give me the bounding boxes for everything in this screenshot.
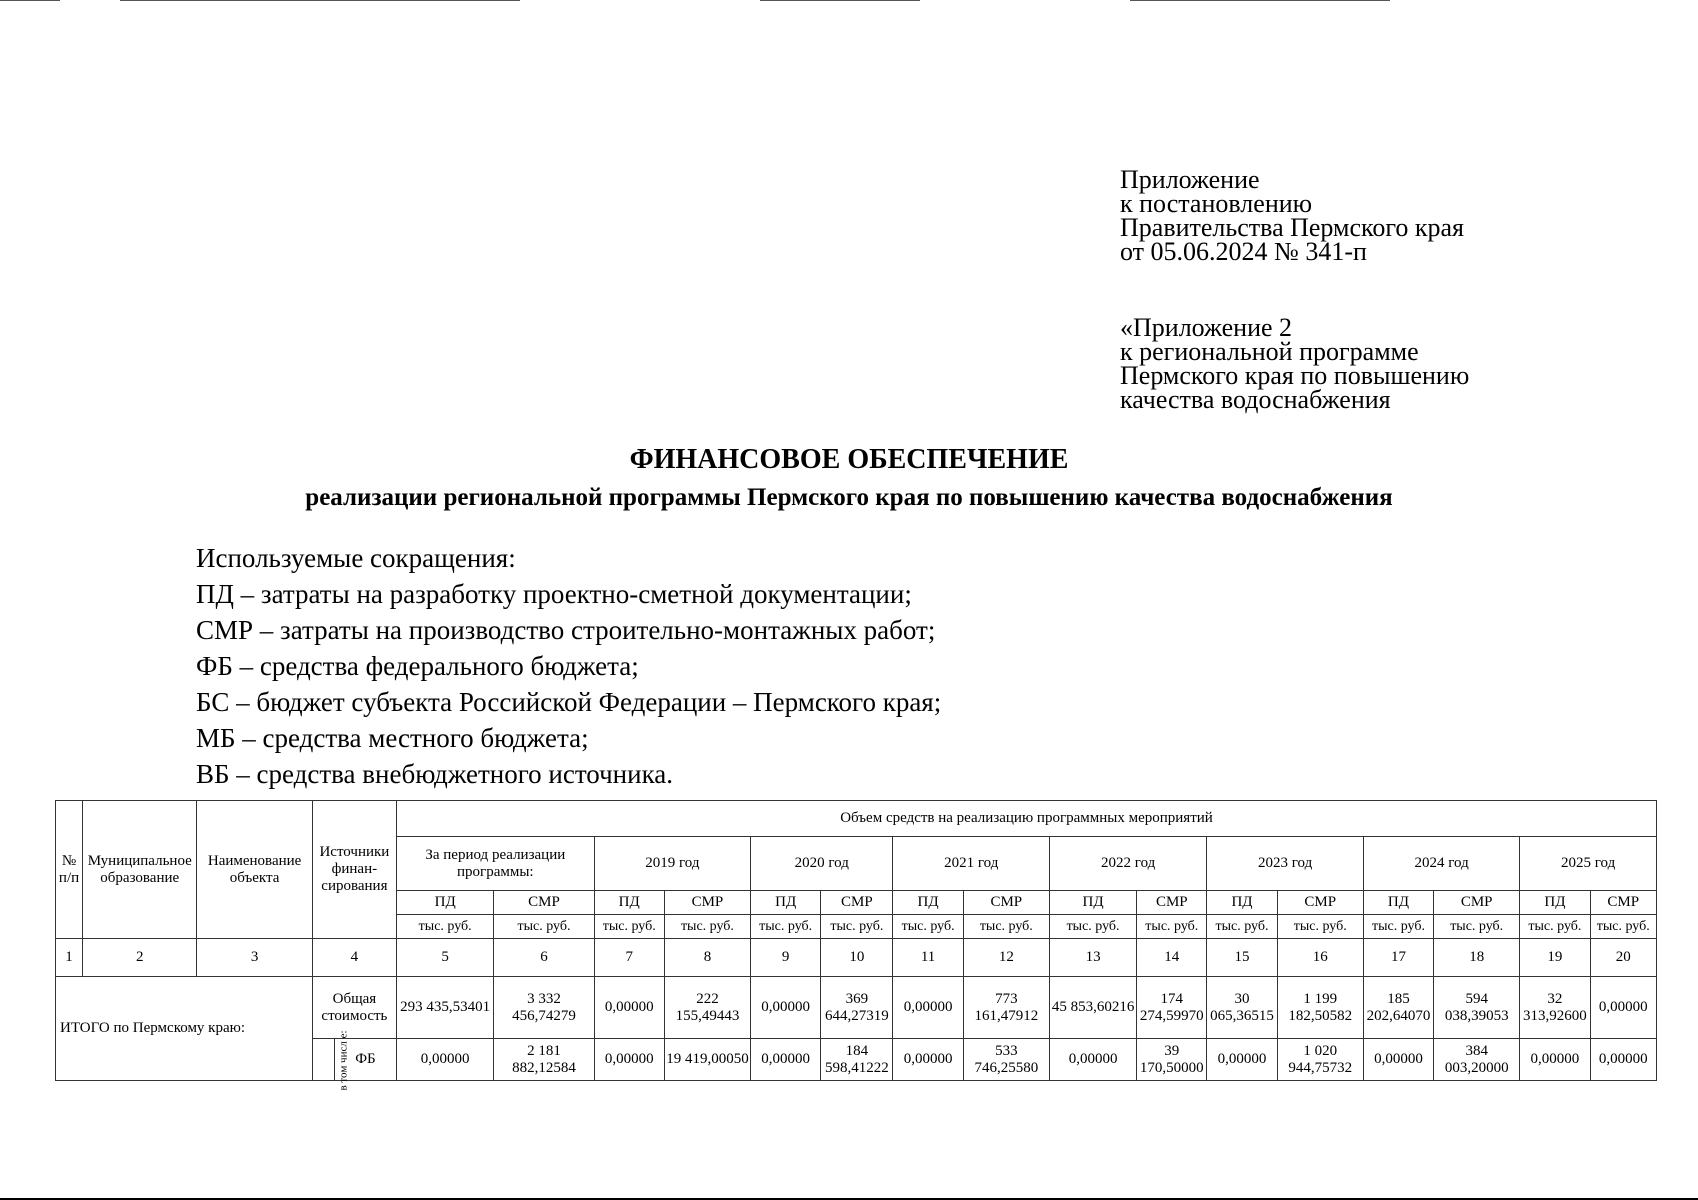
period-header: За период реализации программы: — [397, 837, 595, 891]
column-number: 16 — [1277, 939, 1363, 977]
table-cell: 0,00000 — [893, 1039, 963, 1081]
scan-edge-line — [760, 0, 920, 1]
unit-label: тыс. руб. — [821, 915, 893, 939]
pd-header: ПД — [751, 891, 821, 915]
unit-label: тыс. руб. — [594, 915, 664, 939]
pd-header: ПД — [1049, 891, 1136, 915]
document-title: ФИНАНСОВОЕ ОБЕСПЕЧЕНИЕ — [629, 444, 1069, 475]
column-number: 15 — [1207, 939, 1277, 977]
table-cell: 0,00000 — [594, 977, 664, 1039]
unit-label: тыс. руб. — [751, 915, 821, 939]
table-cell: 0,00000 — [1520, 1039, 1590, 1081]
table-cell: 39 170,50000 — [1137, 1039, 1207, 1081]
approval-line: от 05.06.2024 № 341-п — [1120, 237, 1367, 266]
including-label-text: в том числ е: — [337, 1030, 350, 1091]
abbreviations-list — [196, 540, 941, 792]
table-cell: 0,00000 — [397, 1039, 494, 1081]
table-cell: 773 161,47912 — [963, 977, 1049, 1039]
table-cell: 0,00000 — [751, 977, 821, 1039]
table-cell: 0,00000 — [594, 1039, 664, 1081]
financing-table — [55, 800, 1657, 1091]
appendix-line: к региональной программе — [1120, 337, 1419, 366]
smr-header: СМР — [1590, 891, 1656, 915]
column-number: 3 — [197, 939, 312, 977]
unit-label: тыс. руб. — [1520, 915, 1590, 939]
approval-line: Правительства Пермского края — [1120, 213, 1464, 242]
table-cell: 32 313,92600 — [1520, 977, 1590, 1039]
column-number: 17 — [1363, 939, 1433, 977]
column-number: 14 — [1137, 939, 1207, 977]
abbreviation-item: БС – бюджет субъекта Российской Федерации – Пермского края; — [196, 687, 942, 717]
appendix-line: качества водоснабжения — [1120, 385, 1391, 414]
abbreviation-item: СМР – затраты на производство строительно-монтажных работ; — [196, 615, 936, 645]
table-cell: 45 853,60216 — [1049, 977, 1136, 1039]
table-cell: 384 003,20000 — [1434, 1039, 1520, 1081]
table-cell: 0,00000 — [1590, 1039, 1656, 1081]
approval-block — [1120, 165, 1464, 266]
table-cell: 3 332 456,74279 — [494, 977, 594, 1039]
smr-header: СМР — [1434, 891, 1520, 915]
smr-header: СМР — [1277, 891, 1363, 915]
appendix-line: Пермского края по повышению — [1120, 361, 1470, 390]
column-number: 1 — [56, 939, 83, 977]
period-header: 2021 год — [893, 837, 1049, 891]
unit-label: тыс. руб. — [397, 915, 494, 939]
table-cell: 19 419,00050 — [664, 1039, 750, 1081]
fb-label: ФБ — [334, 1039, 396, 1081]
table-cell: 30 065,36515 — [1207, 977, 1277, 1039]
abbreviations-heading: Используемые сокращения: — [196, 543, 516, 573]
smr-header: СМР — [494, 891, 594, 915]
table-cell: 0,00000 — [751, 1039, 821, 1081]
period-header: 2024 год — [1363, 837, 1519, 891]
table-cell: 222 155,49443 — [664, 977, 750, 1039]
scan-edge-line — [120, 0, 520, 1]
abbreviation-item: ВБ – средства внебюджетного источника. — [196, 759, 674, 789]
approval-line: Приложение — [1120, 165, 1260, 194]
column-number: 11 — [893, 939, 963, 977]
unit-label: тыс. руб. — [1137, 915, 1207, 939]
col-header-municipality: Муниципальное образование — [83, 801, 197, 939]
period-header: 2019 год — [594, 837, 750, 891]
document-subtitle: реализации региональной программы Пермского края по повышению качества водоснабжения — [305, 484, 1393, 511]
table-cell: 184 598,41222 — [821, 1039, 893, 1081]
table-cell: 1 020 944,75732 — [1277, 1039, 1363, 1081]
column-number: 20 — [1590, 939, 1656, 977]
smr-header: СМР — [821, 891, 893, 915]
period-header: 2020 год — [751, 837, 893, 891]
column-number: 2 — [83, 939, 197, 977]
unit-label: тыс. руб. — [1590, 915, 1656, 939]
smr-header: СМР — [1137, 891, 1207, 915]
pd-header: ПД — [1520, 891, 1590, 915]
column-number: 10 — [821, 939, 893, 977]
pd-header: ПД — [1207, 891, 1277, 915]
unit-label: тыс. руб. — [963, 915, 1049, 939]
smr-header: СМР — [664, 891, 750, 915]
pd-header: ПД — [594, 891, 664, 915]
abbreviation-item: ПД – затраты на разработку проектно-сметной документации; — [196, 579, 912, 609]
column-number: 8 — [664, 939, 750, 977]
column-number: 7 — [594, 939, 664, 977]
table-cell: 594 038,39053 — [1434, 977, 1520, 1039]
table-cell: 0,00000 — [1049, 1039, 1136, 1081]
total-cost-label: Общая стоимость — [312, 977, 396, 1039]
period-header: 2025 год — [1520, 837, 1657, 891]
table-cell: 174 274,59970 — [1137, 977, 1207, 1039]
column-number: 12 — [963, 939, 1049, 977]
table-cell: 293 435,53401 — [397, 977, 494, 1039]
period-header: 2023 год — [1207, 837, 1363, 891]
abbreviation-item: МБ – средства местного бюджета; — [196, 723, 589, 753]
table-cell: 1 199 182,50582 — [1277, 977, 1363, 1039]
table-cell: 185 202,64070 — [1363, 977, 1433, 1039]
column-number: 13 — [1049, 939, 1136, 977]
col-header-source: Источники финан-сирования — [312, 801, 396, 939]
col-header-no: № п/п — [56, 801, 83, 939]
table-cell: 0,00000 — [1207, 1039, 1277, 1081]
pd-header: ПД — [1363, 891, 1433, 915]
table-cell: 0,00000 — [1590, 977, 1656, 1039]
table-row-total — [56, 977, 1657, 1039]
volume-header: Объем средств на реализацию программных мероприятий — [397, 801, 1657, 837]
smr-header: СМР — [963, 891, 1049, 915]
unit-label: тыс. руб. — [1363, 915, 1433, 939]
including-label — [312, 1030, 350, 1091]
unit-label: тыс. руб. — [664, 915, 750, 939]
column-number: 19 — [1520, 939, 1590, 977]
scan-edge-line — [0, 0, 60, 1]
column-number: 4 — [312, 939, 396, 977]
table-cell: 0,00000 — [893, 977, 963, 1039]
column-number: 9 — [751, 939, 821, 977]
period-header: 2022 год — [1049, 837, 1206, 891]
table-cell: 533 746,25580 — [963, 1039, 1049, 1081]
abbreviation-item: ФБ – средства федерального бюджета; — [196, 651, 639, 681]
total-label: ИТОГО по Пермскому краю: — [56, 977, 313, 1081]
unit-label: тыс. руб. — [893, 915, 963, 939]
appendix-line: «Приложение 2 — [1120, 313, 1293, 342]
table-cell: 369 644,27319 — [821, 977, 893, 1039]
pd-header: ПД — [893, 891, 963, 915]
scan-edge-line — [1130, 0, 1390, 1]
col-header-object: Наименование объекта — [197, 801, 312, 939]
unit-label: тыс. руб. — [1207, 915, 1277, 939]
table-cell: 2 181 882,12584 — [494, 1039, 594, 1081]
unit-label: тыс. руб. — [1049, 915, 1136, 939]
unit-label: тыс. руб. — [494, 915, 594, 939]
table-cell: 0,00000 — [1363, 1039, 1433, 1081]
pd-header: ПД — [397, 891, 494, 915]
unit-label: тыс. руб. — [1277, 915, 1363, 939]
column-number: 18 — [1434, 939, 1520, 977]
appendix-block — [1120, 313, 1470, 414]
approval-line: к постановлению — [1120, 189, 1313, 218]
column-number: 5 — [397, 939, 494, 977]
column-number: 6 — [494, 939, 594, 977]
unit-label: тыс. руб. — [1434, 915, 1520, 939]
